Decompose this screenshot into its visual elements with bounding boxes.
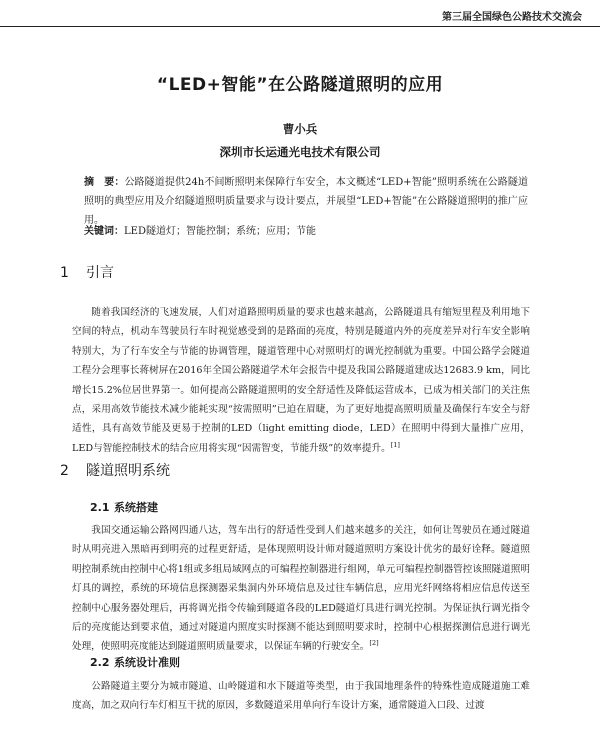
- subsection-title: 系统设计准则: [114, 656, 180, 669]
- paper-title: “LED+智能”在公路隧道照明的应用: [156, 75, 444, 95]
- abstract-text: 公路隧道提供24h不间断照明来保障行车安全，本文概述“LED+智能”照明系统在公路隧道照明的典型应用及介绍隧道照明质量要求与设计要点，并展望“LED+智能”在公路隧道照明的推广应用。: [84, 177, 529, 226]
- section-title: 引言: [86, 265, 114, 281]
- subsection-number: 2.2: [90, 656, 110, 669]
- paragraph-text: 我国交通运输公路网四通八达，驾车出行的舒适性受到人们越来越多的关注，如何让驾驶员在通过隧道时从明亮进入黑暗再到明亮的过程更舒适，是体现照明设计师对隧道照明方案设计优劣的最好诠释。隧道照明控制系统由控制中心将1组或多组局域网点的可编程控制器进行组网，单元可编程控制器管控该照隧道照明灯具的调控，系统的环境信息探测器采集洞内外环境信息及过往车辆信息，应用光纤网络将相应信息传送至控制中心服务器处理后，再将调光指令传输到隧道各段的LED隧道灯具进行调光控制。为保证执行调光指令后的亮度能达到要求值，通过对隧道内照度实时探测不能达到照明要求时，控制中心根据探测信息进行调光处理，使照明亮度能达到隧道照明质量要求，以保证车辆的行驶安全。: [72, 525, 530, 653]
- keywords-label: 关键词：: [84, 226, 124, 237]
- running-header: [0, 0, 600, 27]
- author-name: 曹小兵: [282, 122, 318, 136]
- abstract-label: 摘 要：: [84, 177, 125, 188]
- intro-paragraph: [72, 303, 530, 458]
- section-title: 隧道照明系统: [86, 463, 170, 479]
- section-heading-introduction: [60, 262, 114, 282]
- paragraph-text: 随着我国经济的飞速发展，人们对道路照明质量的要求也越来越高，公路隧道具有缩短里程及利用地下空间的特点，机动车驾驶员行车时视觉感受到的是路面的亮度，特别是隧道内外的亮度差异对行车安全影响特别大，为了行车安全与节能的协调管理，隧道管理中心对照明灯的调光控制就为重要。中国公路学会隧道工程分会理事长蒋树屏在2016年全国公路隧道学术年会报告中提及我国公路隧道建成达12683.9 km，同比增长15.2%位居世界第一。如何提高公路隧道照明的安全舒适性及降低运营成本，已成为相关部门的关注焦点，采用高效节能技术减少能耗实现“按需照明”已迫在眉睫，为了更好地提高照明质量及确保行车安全与舒适性，具有高效节能及更易于控制的LED（light emitting diode，LED）在照明中得到大量推广应用，LED与智能控制技术的结合应用将实现“因需智变，节能升级”的效率提升。: [72, 307, 530, 454]
- design-criteria-paragraph: [72, 677, 530, 716]
- citation: [1]: [390, 440, 400, 449]
- conference-name: 第三届全国绿色公路技术交流会: [442, 12, 582, 23]
- section-number: 2: [60, 463, 69, 479]
- subsection-heading-design-criteria: [90, 654, 180, 670]
- subsection-number: 2.1: [90, 501, 110, 514]
- paragraph-text: 公路隧道主要分为城市隧道、山岭隧道和水下隧道等类型，由于我国地理条件的特殊性造成隧道施工难度高，加之双向行车灯相互干扰的原因，多数隧道采用单向行车设计方案，通常隧道入口段、过渡: [72, 681, 530, 712]
- abstract: [84, 173, 528, 230]
- author-affiliation: 深圳市长运通光电技术有限公司: [219, 145, 381, 159]
- keywords: [84, 224, 528, 240]
- subsection-title: 系统搭建: [114, 501, 158, 514]
- section-heading-tunnel-lighting: [60, 460, 170, 480]
- keywords-text: LED隧道灯；智能控制；系统；应用；节能: [124, 226, 316, 237]
- section-number: 1: [60, 265, 69, 281]
- subsection-heading-system-setup: [90, 499, 158, 515]
- system-setup-paragraph: [72, 521, 530, 657]
- citation: [2]: [369, 639, 379, 648]
